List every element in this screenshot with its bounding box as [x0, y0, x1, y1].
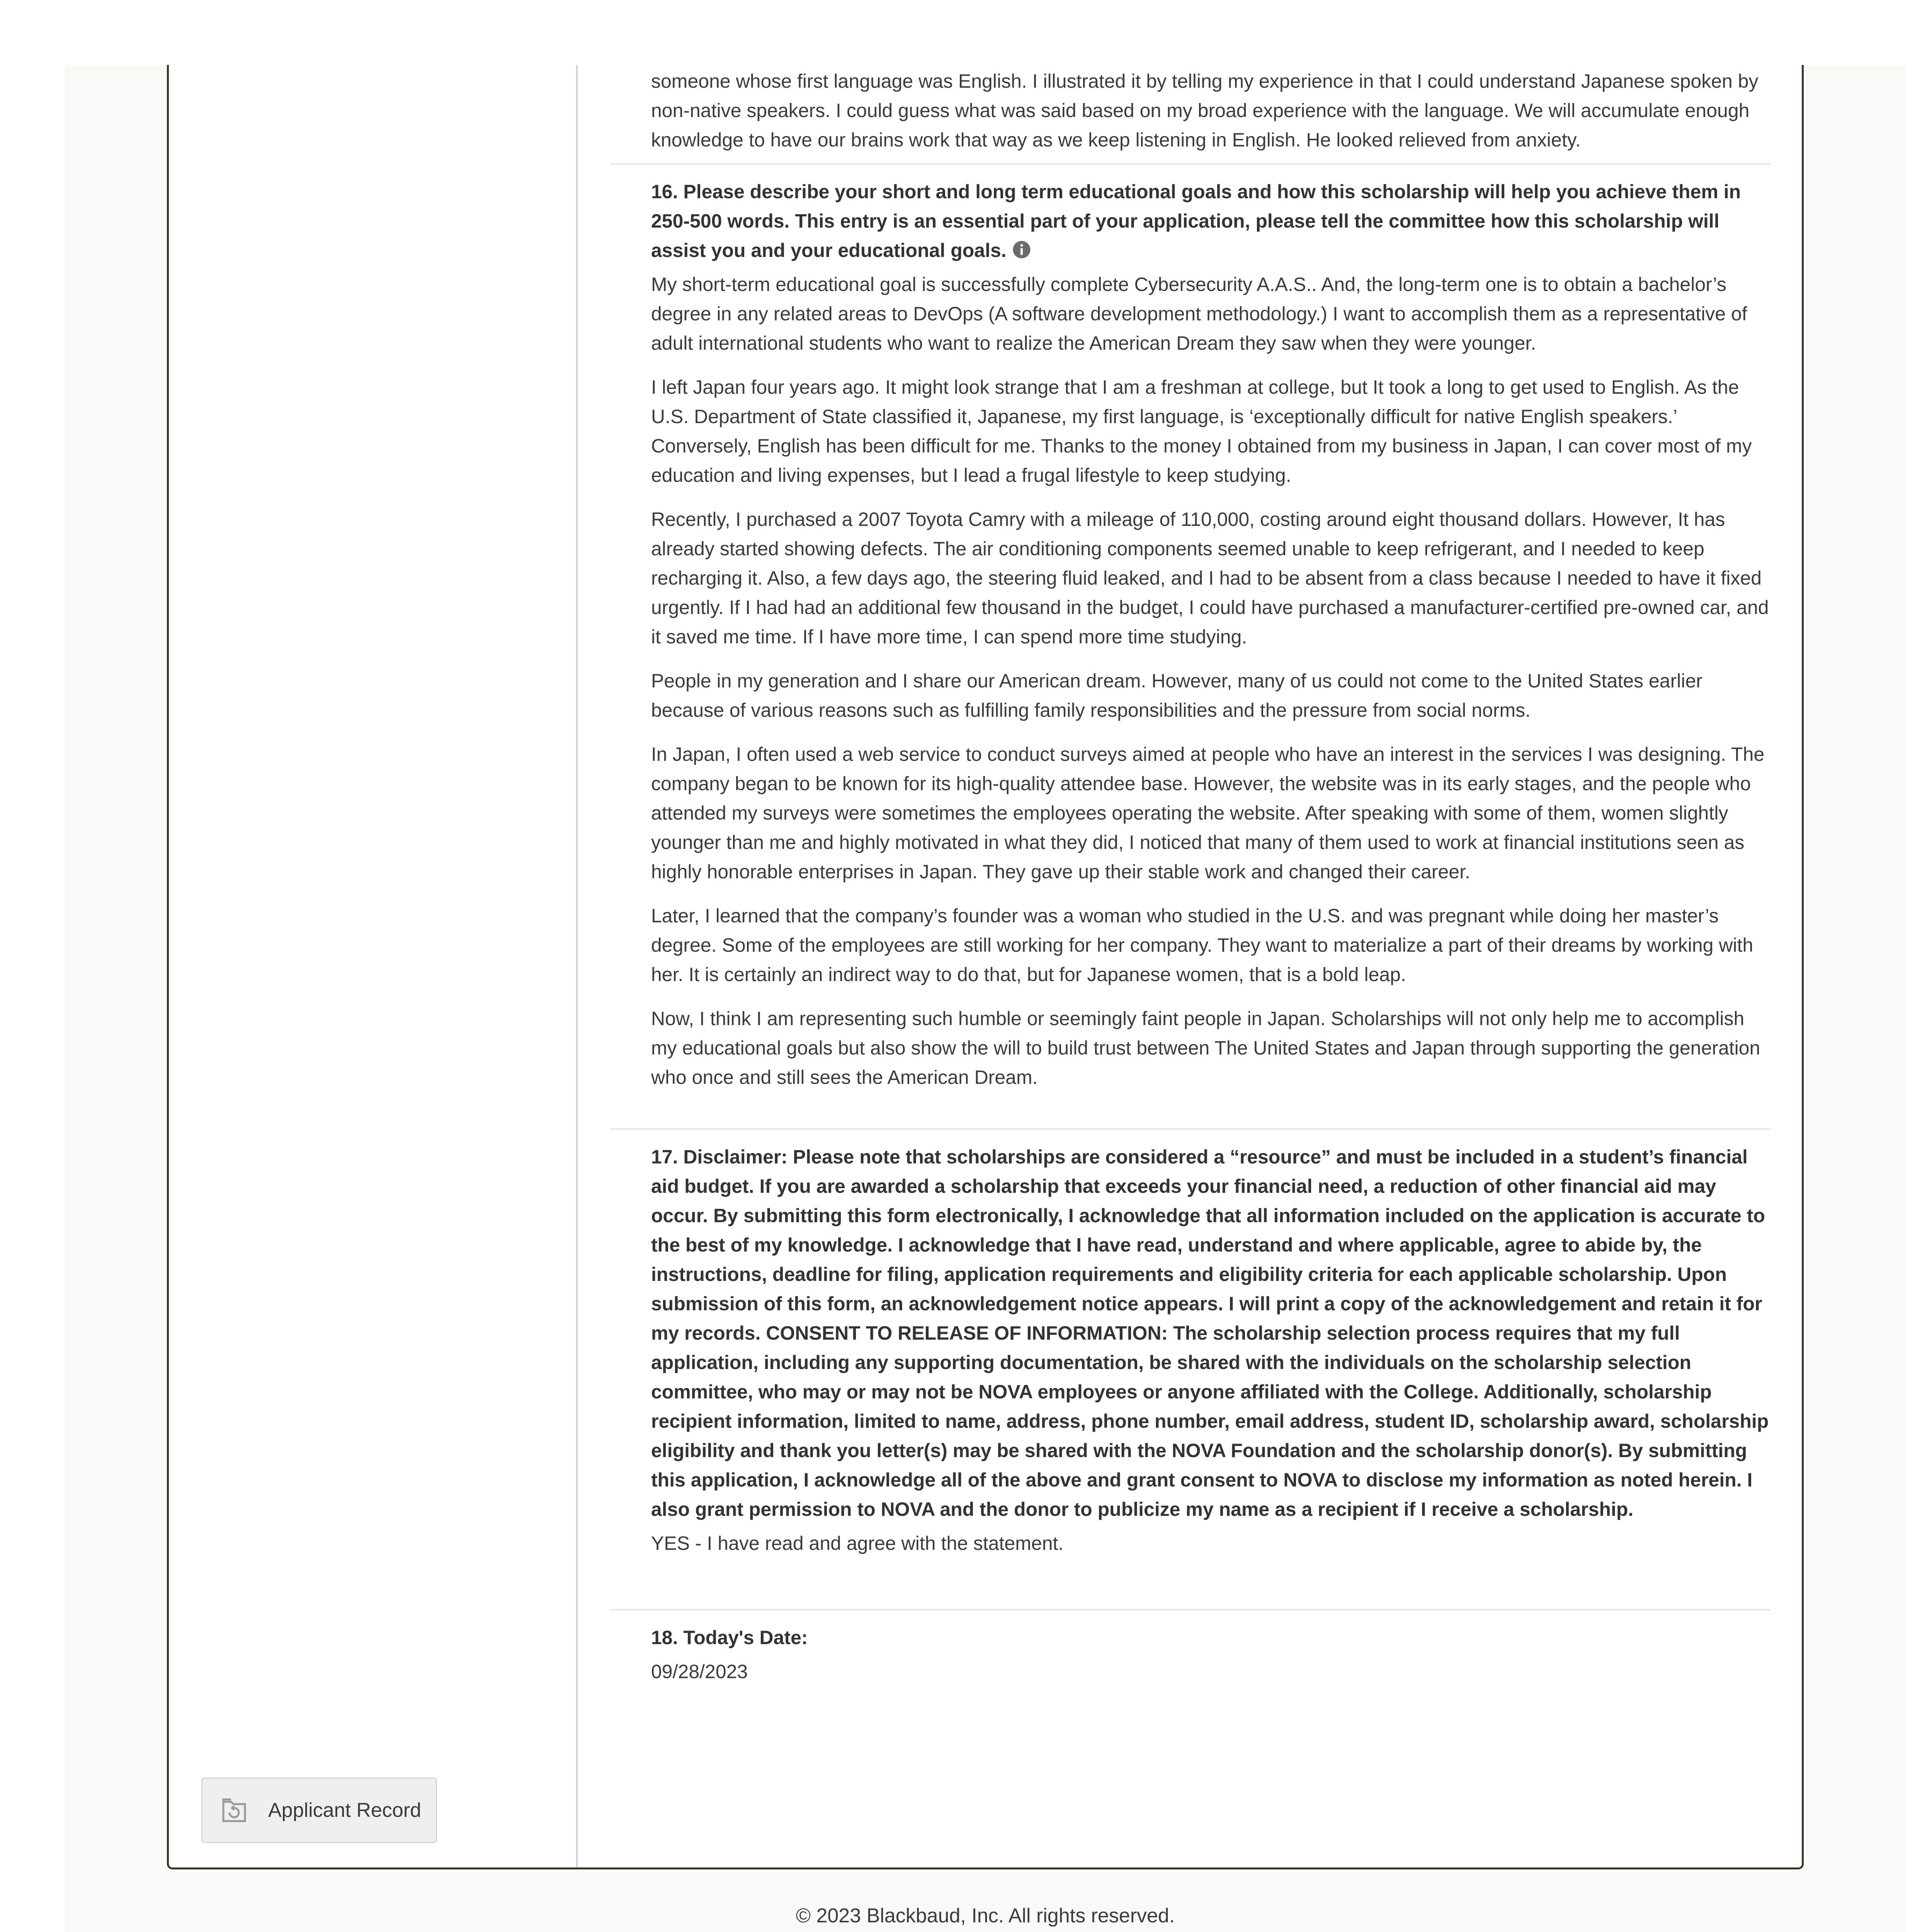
q18-answer: 09/28/2023 [651, 1661, 748, 1682]
q16-paragraph: In Japan, I often used a web service to conduct surveys aimed at people who have an interest in the services I was designing. The company began to be known for its high-quality attendee base. However, the website was in its early stages, and the people who attended my surveys were sometimes the employees operating the website. After speaking with some of them, women slightly younger than me and highly motivated in what they did, I noticed that many of them used to work at financial institutions seen as highly honorable enterprises in Japan. They gave up their stable work and changed their career. [651, 743, 1765, 883]
divider [610, 1128, 1771, 1130]
q15-answer-text: someone whose first language was English. I illustrated it by telling my experience in that I could understand Japanese spoken by non-native speakers. I could guess what was said based on my broad experience with the language. We will accumulate enough knowledge to have our brains work that way as we keep listening in English. He looked relieved from anxiety. [651, 70, 1759, 151]
page-background [65, 65, 1906, 1932]
sidebar [169, 65, 578, 1867]
application-content [578, 65, 1802, 1867]
application-card [167, 65, 1804, 1869]
divider [610, 1609, 1771, 1611]
q17-question: 17. Disclaimer: Please note that scholarships are considered a “resource” and must be included in a student’s financial aid budget. If you are awarded a scholarship that exceeds your financial need, a reduction of other financial aid may occur. By submitting this form electronically, I acknowledge that all information included on the application is accurate to the best of my knowledge. I acknowledge that I have read, understand and where applicable, agree to abide by, the instructions, deadline for filing, application requirements and eligibility criteria for each applicable scholarship. Upon submission of this form, an acknowledgement notice appears. I will print a copy of the acknowledgement and retain it for my records. CONSENT TO RELEASE OF INFORMATION: The scholarship selection process requires that my full application, including any supporting documentation, be shared with the individuals on the scholarship selection committee, who may or may not be NOVA employees or anyone affiliated with the College. Additionally, scholarship recipient information, limited to name, address, phone number, email address, student ID, scholarship award, scholarship eligibility and thank you letter(s) may be shared with the NOVA Foundation and the scholarship donor(s). By submitting this application, I acknowledge all of the above and grant consent to NOVA to disclose my information as noted herein. I also grant permission to NOVA and the donor to publicize my name as a recipient if I receive a scholarship. [651, 1146, 1769, 1520]
info-circle-icon[interactable] [1012, 240, 1031, 259]
q18-block [651, 1623, 1772, 1686]
q16-paragraph: Recently, I purchased a 2007 Toyota Camry with a mileage of 110,000, costing around eight thousand dollars. However, It has already started showing defects. The air conditioning components seemed unable to keep refrigerant, and I needed to keep recharging it. Also, a few days ago, the steering fluid leaked, and I had to be absent from a class because I needed to have it fixed urgently. If I had had an additional few thousand in the budget, I could have purchased a manufacturer-certified pre-owned car, and it saved me time. If I have more time, I can spend more time studying. [651, 509, 1769, 648]
footer-copyright: © 2023 Blackbaud, Inc. All rights reserved. [796, 1905, 1175, 1927]
q16-question [651, 177, 1772, 265]
q16-paragraph: My short-term educational goal is successfully complete Cybersecurity A.A.S.. And, the long-term one is to obtain a bachelor’s degree in any related areas to DevOps (A software development methodology.) I want to accomplish them as a representative of adult international students who want to realize the American Dream they saw when they were younger. [651, 274, 1747, 354]
applicant-record-button[interactable] [201, 1777, 437, 1843]
divider [610, 163, 1771, 165]
q17-answer: YES - I have read and agree with the statement. [651, 1532, 1064, 1554]
q16-question-text: 16. Please describe your short and long term educational goals and how this scholarship will help you achieve them in 250-500 words. This entry is an essential part of your application, please tell the committee how this scholarship will assist you and your educational goals. [651, 181, 1741, 261]
q16-paragraph: Now, I think I am representing such humble or seemingly faint people in Japan. Scholarships will not only help me to accomplish my educational goals but also show the will to build trust between The United States and Japan through supporting the generation who once and still sees the American Dream. [651, 1008, 1760, 1088]
applicant-record-label: Applicant Record [268, 1799, 421, 1821]
q16-paragraph: People in my generation and I share our American dream. However, many of us could not come to the United States earlier because of various reasons such as fulfilling family responsibilities and the pressure from social norms. [651, 670, 1702, 721]
q15-answer [651, 66, 1772, 155]
record-folder-icon [219, 1795, 250, 1826]
q17-block [651, 1142, 1772, 1558]
q16-paragraph: I left Japan four years ago. It might look strange that I am a freshman at college, but It took a long to get used to English. As the U.S. Department of State classified it, Japanese, my first language, is ‘exceptionally difficult for native English speakers.’ Conversely, English has been difficult for me. Thanks to the money I obtained from my business in Japan, I can cover most of my education and living expenses, but I lead a frugal lifestyle to keep studying. [651, 376, 1752, 486]
q16-paragraph: Later, I learned that the company’s founder was a woman who studied in the U.S. and was pregnant while doing her master’s degree. Some of the employees are still working for her company. They want to materialize a part of their dreams by working with her. It is certainly an indirect way to do that, but for Japanese women, that is a bold leap. [651, 905, 1753, 985]
q18-question: 18. Today's Date: [651, 1627, 808, 1648]
q16-block [651, 177, 1772, 1092]
